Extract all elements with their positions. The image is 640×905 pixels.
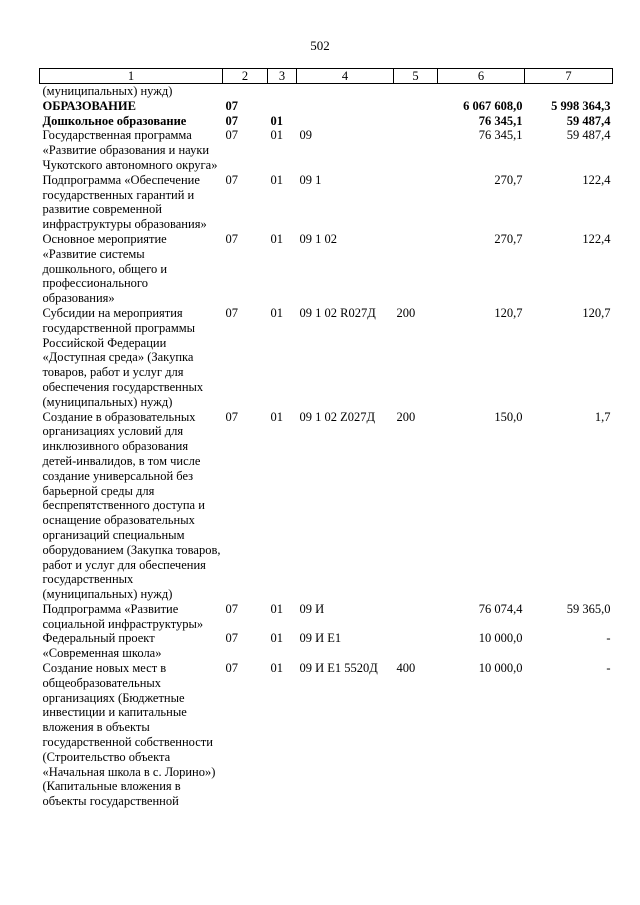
amount-plan-cell <box>438 84 525 99</box>
expense-type-cell <box>394 84 438 99</box>
subsection-code-cell: 01 <box>270 305 283 320</box>
expense-type-cell <box>394 232 438 306</box>
table-row <box>40 114 613 129</box>
amount-plan-cell: 270,7 <box>494 231 523 246</box>
table-row <box>40 306 613 410</box>
row-name-cell: Подпрограмма «Обеспечение государственных гарантий и развитие современной инфраструктуры образования» <box>42 172 207 232</box>
row-name-cell: Подпрограмма «Развитие социальной инфраструктуры» <box>42 601 204 631</box>
amount-plan-cell: 120,7 <box>494 305 523 320</box>
target-article-cell: 09 И <box>299 601 325 616</box>
amount-plan-cell: 270,7 <box>494 172 523 187</box>
target-article-cell: 09 И E1 <box>299 631 342 646</box>
section-code-cell: 07 <box>225 631 238 646</box>
target-article-cell <box>297 114 394 129</box>
expense-type-cell: 200 <box>396 409 416 424</box>
subsection-code-cell: 01 <box>270 601 283 616</box>
column-header-5: 5 <box>394 69 438 84</box>
page-number: 502 <box>310 38 330 53</box>
expense-type-cell: 200 <box>396 305 416 320</box>
column-header-1: 1 <box>40 69 223 84</box>
table-row <box>40 84 613 99</box>
subsection-code-cell: 01 <box>270 409 283 424</box>
target-article-cell: 09 1 <box>299 172 322 187</box>
table-row <box>40 661 613 809</box>
expense-type-cell <box>394 602 438 632</box>
target-article-cell: 09 1 02 R027Д <box>299 305 376 320</box>
target-article-cell: 09 1 02 <box>299 231 337 246</box>
table-row <box>40 602 613 632</box>
table-header-row <box>40 69 613 84</box>
subsection-code-cell: 01 <box>270 661 283 676</box>
row-name-cell: Основное мероприятие «Развитие системы дошкольного, общего и профессионального образования» <box>42 231 168 306</box>
amount-actual-cell <box>525 84 613 99</box>
column-header-4: 4 <box>297 69 394 84</box>
section-code-cell: 07 <box>225 661 238 676</box>
row-name-cell: Дошкольное образование <box>42 113 187 128</box>
amount-actual-cell: - <box>606 661 611 676</box>
row-name-cell: Государственная программа «Развитие образования и науки Чукотского автономного округа» <box>42 128 218 172</box>
section-code-cell: 07 <box>225 601 238 616</box>
expense-type-cell: 400 <box>396 661 416 676</box>
expense-type-cell <box>394 99 438 114</box>
expense-type-cell <box>394 128 438 172</box>
amount-actual-cell: - <box>606 631 611 646</box>
amount-actual-cell: 59 365,0 <box>566 601 611 616</box>
target-article-cell <box>297 84 394 99</box>
section-code-cell <box>223 84 268 99</box>
row-name-cell: Федеральный проект «Современная школа» <box>42 631 162 661</box>
subsection-code-cell: 01 <box>270 172 283 187</box>
amount-actual-cell: 59 487,4 <box>566 128 611 143</box>
target-article-cell: 09 1 02 Z027Д <box>299 409 376 424</box>
amount-plan-cell: 10 000,0 <box>478 661 523 676</box>
section-code-cell: 07 <box>225 172 238 187</box>
amount-actual-cell: 59 487,4 <box>566 113 611 128</box>
section-code-cell: 07 <box>225 409 238 424</box>
row-name-cell: Субсидии на мероприятия государственной программы Российской Федерации «Доступная среда» (Закупка товаров, работ и услуг для обеспечения государственных (муниципальных) нужд) <box>42 305 204 409</box>
row-name-cell: ОБРАЗОВАНИЕ <box>42 98 136 113</box>
table-row <box>40 99 613 114</box>
amount-plan-cell: 76 074,4 <box>478 601 523 616</box>
amount-plan-cell: 76 345,1 <box>478 113 523 128</box>
section-code-cell: 07 <box>225 98 238 113</box>
subsection-code-cell: 01 <box>270 631 283 646</box>
table-row <box>40 173 613 232</box>
subsection-code-cell: 01 <box>270 128 283 143</box>
subsection-code-cell: 01 <box>270 113 283 128</box>
amount-plan-cell: 150,0 <box>494 409 523 424</box>
subsection-code-cell <box>268 84 297 99</box>
table-row <box>40 410 613 602</box>
subsection-code-cell: 01 <box>270 231 283 246</box>
table-row <box>40 128 613 172</box>
section-code-cell: 07 <box>225 128 238 143</box>
row-name-cell: Создание новых мест в общеобразовательных организациях (Бюджетные инвестиции и капитальные вложения в объекты государственной собственности (Строительство объекта «Начальная школа в с. Лорино») (Капитальные вложения в объекты государственной <box>42 661 216 809</box>
amount-actual-cell: 1,7 <box>594 409 611 424</box>
amount-actual-cell: 122,4 <box>582 172 611 187</box>
row-name-cell: Создание в образовательных организациях условий для инклюзивного образования детей-инвалидов, в том числе создание универсальной без барьерной среды для беспрепятственного доступа и оснащение образовательных организаций специальным оборудованием (Закупка товаров, работ и услуг для обеспечения государственных (муниципальных) нужд) <box>42 409 221 602</box>
budget-table <box>39 68 613 809</box>
expense-type-cell <box>394 631 438 661</box>
amount-actual-cell: 120,7 <box>582 305 611 320</box>
amount-plan-cell: 6 067 608,0 <box>463 98 523 113</box>
amount-actual-cell: 122,4 <box>582 231 611 246</box>
row-name-cell: (муниципальных) нужд) <box>42 84 173 98</box>
amount-plan-cell: 76 345,1 <box>478 128 523 143</box>
target-article-cell <box>297 99 394 114</box>
target-article-cell: 09 И E1 5520Д <box>299 661 378 676</box>
section-code-cell: 07 <box>225 305 238 320</box>
section-code-cell: 07 <box>225 113 238 128</box>
table-row <box>40 631 613 661</box>
expense-type-cell <box>394 114 438 129</box>
target-article-cell: 09 <box>299 128 312 143</box>
amount-plan-cell: 10 000,0 <box>478 631 523 646</box>
column-header-3: 3 <box>268 69 297 84</box>
amount-actual-cell: 5 998 364,3 <box>551 98 611 113</box>
subsection-code-cell <box>268 99 297 114</box>
section-code-cell: 07 <box>225 231 238 246</box>
column-header-2: 2 <box>223 69 268 84</box>
expense-type-cell <box>394 173 438 232</box>
column-header-7: 7 <box>525 69 613 84</box>
column-header-6: 6 <box>438 69 525 84</box>
table-row <box>40 232 613 306</box>
